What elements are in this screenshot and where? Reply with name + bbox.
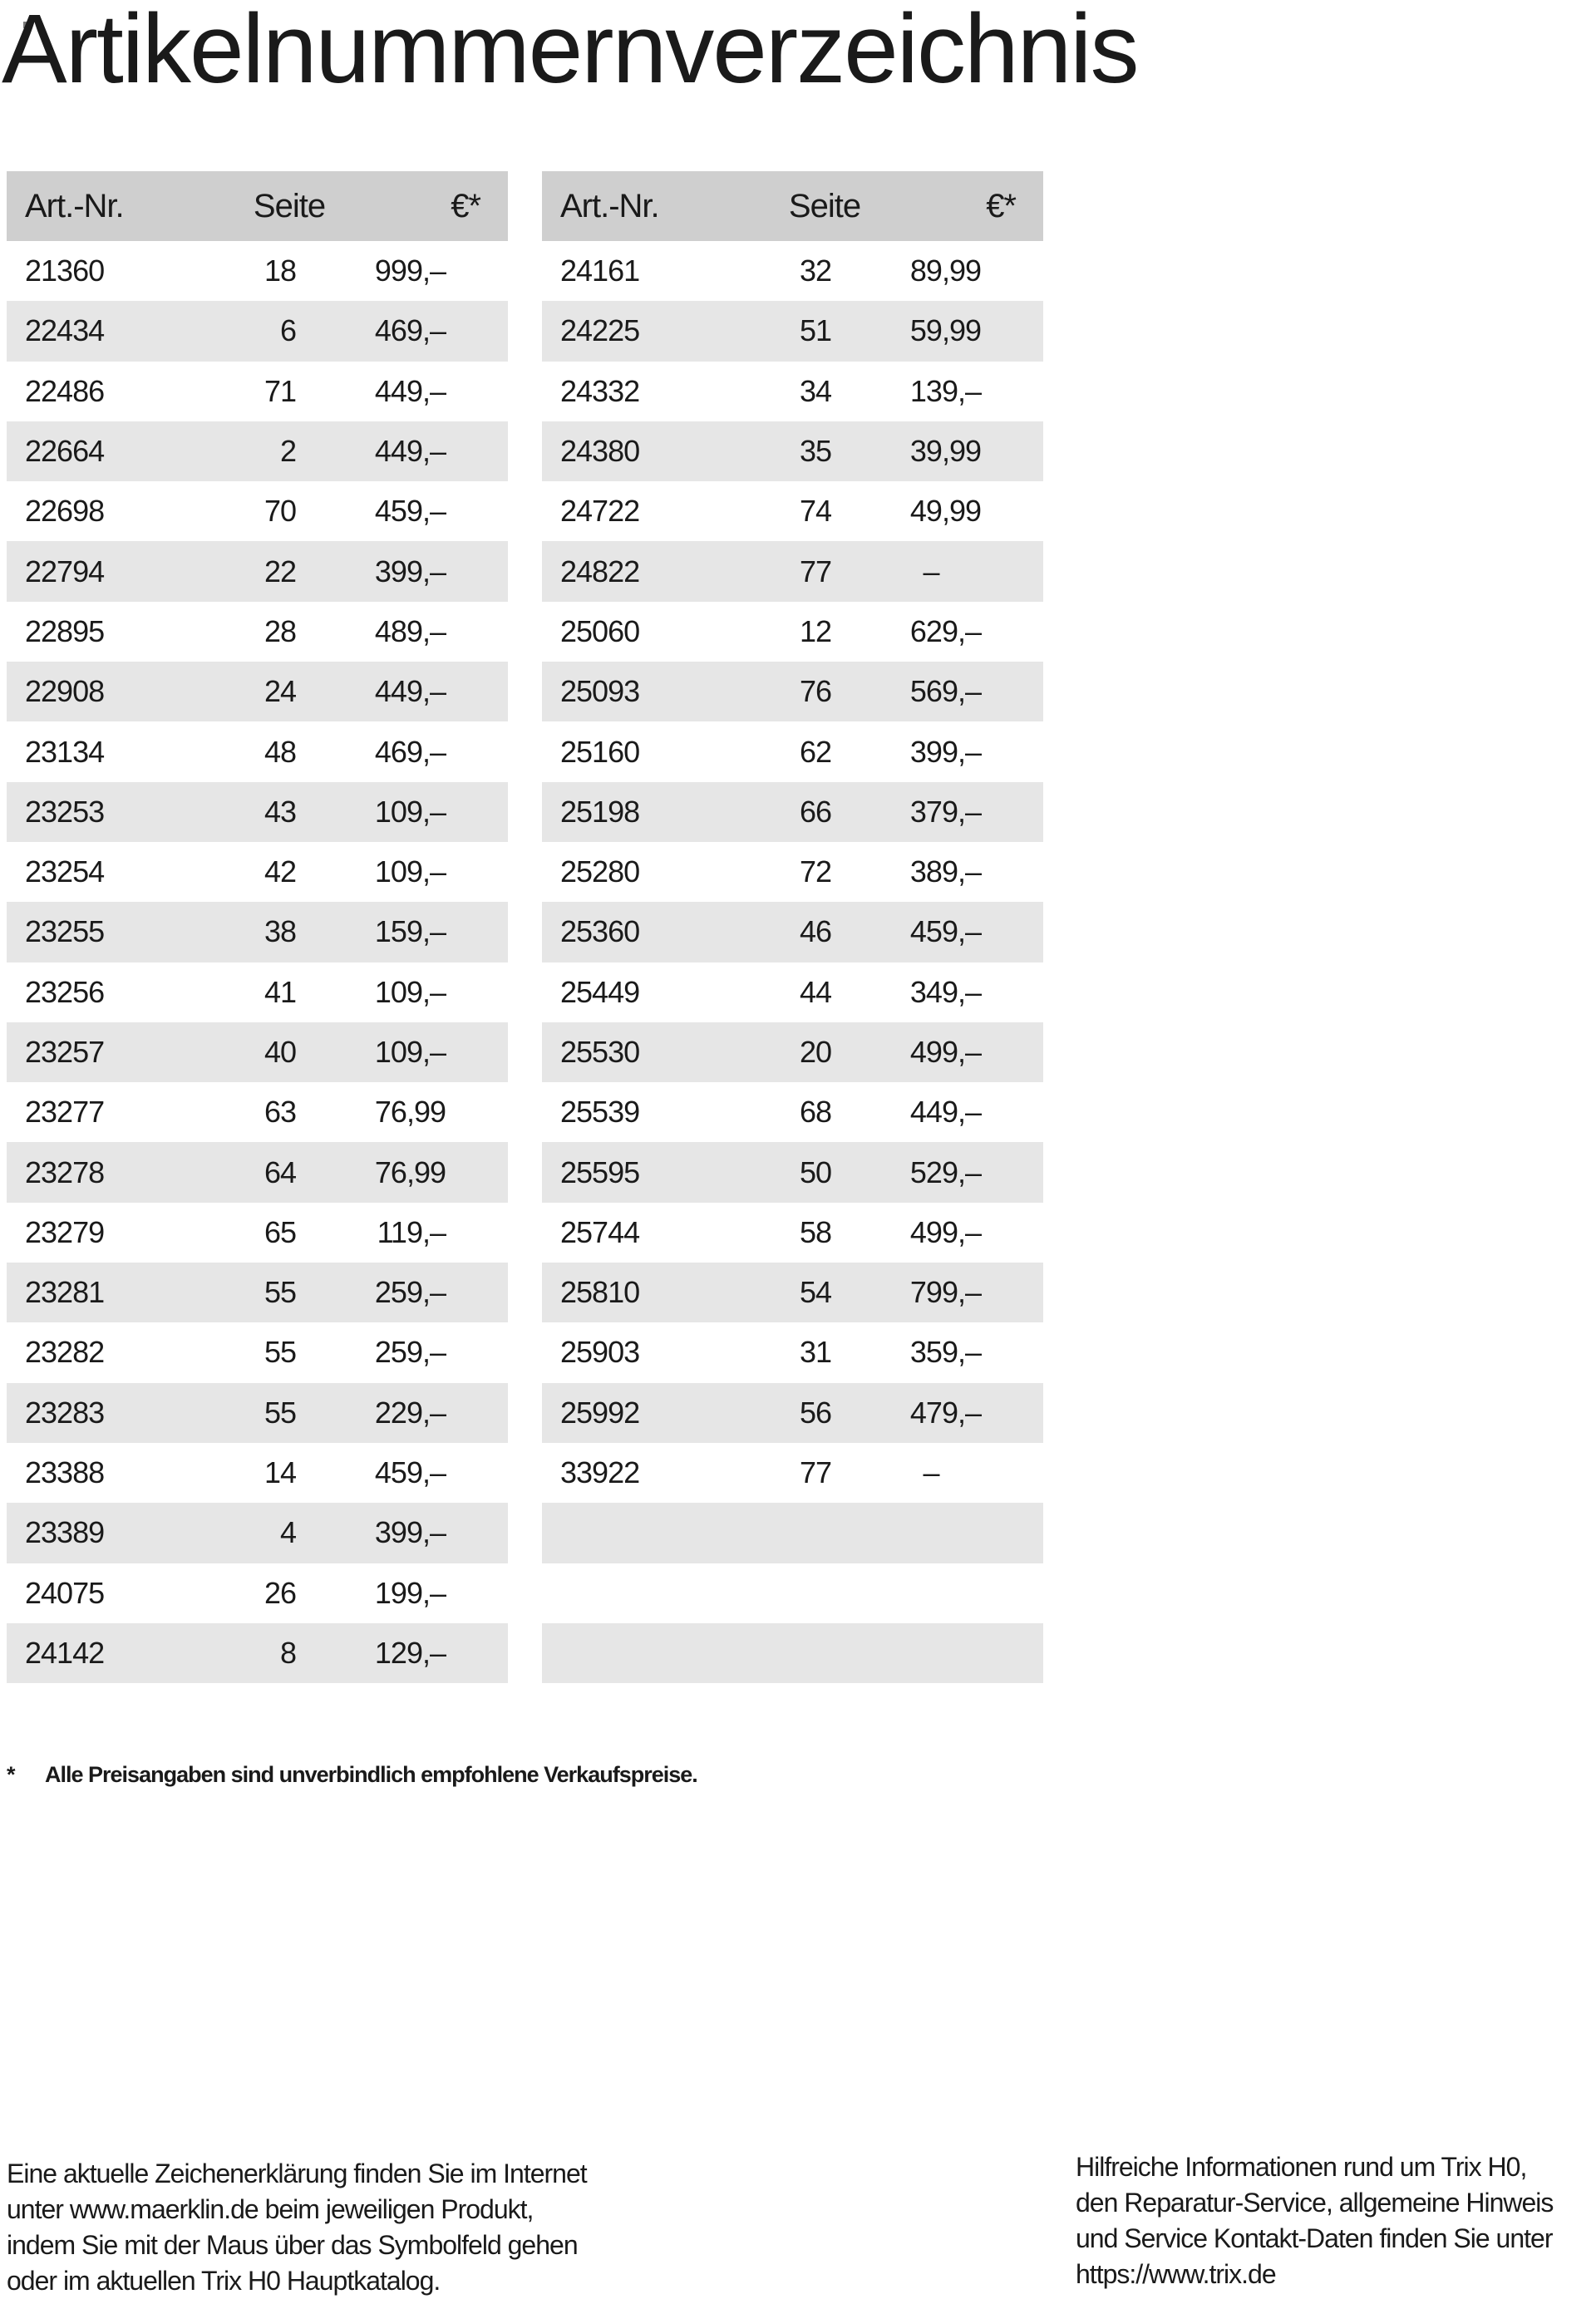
cell-preis: 799,– <box>909 1275 981 1310</box>
footnote-mark: * <box>7 1762 15 1787</box>
article-table-left <box>7 171 508 1683</box>
cell-art-nr: 24722 <box>560 494 640 529</box>
table-row <box>542 1203 1043 1263</box>
cell-seite: 20 <box>799 1035 831 1069</box>
cell-preis: 359,– <box>909 1335 981 1370</box>
cell-art-nr: 23257 <box>25 1035 105 1069</box>
cell-seite: 72 <box>799 854 831 889</box>
cell-art-nr: 25280 <box>560 854 640 889</box>
cell-seite: 42 <box>264 854 296 889</box>
table-row <box>542 1022 1043 1082</box>
cell-seite: 56 <box>799 1395 831 1430</box>
cell-preis: 349,– <box>909 974 981 1009</box>
info-line: den Reparatur-Service, allgemeine Hinweis <box>1076 2188 1554 2218</box>
cell-art-nr: 23134 <box>25 734 105 769</box>
cell-art-nr: 25539 <box>560 1095 640 1130</box>
cell-seite: 46 <box>799 914 831 949</box>
table-row <box>7 602 508 662</box>
cell-seite: 38 <box>264 914 296 949</box>
cell-art-nr: 25595 <box>560 1154 640 1189</box>
cell-seite: 12 <box>799 613 831 648</box>
cell-art-nr: 25992 <box>560 1395 640 1430</box>
cell-preis: – <box>923 1455 939 1490</box>
cell-art-nr: 25360 <box>560 914 640 949</box>
table-row <box>542 1322 1043 1382</box>
cell-art-nr: 25198 <box>560 794 640 829</box>
cell-preis: 389,– <box>909 854 981 889</box>
cell-seite: 48 <box>264 734 296 769</box>
table-row <box>7 301 508 361</box>
cell-preis: 449,– <box>374 674 446 709</box>
header-preis: €* <box>986 187 1016 224</box>
table-row <box>542 782 1043 842</box>
cell-preis: 76,99 <box>374 1154 446 1189</box>
cell-art-nr: 25160 <box>560 734 640 769</box>
table-row <box>542 481 1043 541</box>
table-row <box>7 782 508 842</box>
header-art-nr: Art.-Nr. <box>25 187 124 224</box>
cell-art-nr: 33922 <box>560 1455 640 1490</box>
cell-seite: 63 <box>264 1095 296 1130</box>
footnote <box>7 1762 697 1788</box>
cell-preis: 449,– <box>374 373 446 408</box>
cell-art-nr: 22794 <box>25 554 105 588</box>
table-row <box>542 362 1043 421</box>
cell-art-nr: 23256 <box>25 974 105 1009</box>
table-row <box>542 1443 1043 1503</box>
table-row <box>7 1203 508 1263</box>
cell-art-nr: 25060 <box>560 613 640 648</box>
cell-seite: 77 <box>799 554 831 588</box>
cell-preis: 529,– <box>909 1154 981 1189</box>
cell-preis: 39,99 <box>909 434 981 469</box>
cell-art-nr: 23281 <box>25 1275 105 1310</box>
cell-art-nr: 25093 <box>560 674 640 709</box>
cell-preis: 139,– <box>909 373 981 408</box>
cell-seite: 26 <box>264 1575 296 1610</box>
cell-seite: 8 <box>279 1635 296 1670</box>
info-line: Eine aktuelle Zeichenerklärung finden Sie im Internet <box>7 2159 587 2188</box>
table-row <box>542 1082 1043 1142</box>
cell-seite: 40 <box>264 1035 296 1069</box>
cell-preis: 449,– <box>909 1095 981 1130</box>
cell-preis: 449,– <box>374 434 446 469</box>
cell-preis: 109,– <box>374 1035 446 1069</box>
cell-seite: 55 <box>264 1395 296 1430</box>
table-row <box>7 1623 508 1683</box>
cell-seite: 70 <box>264 494 296 529</box>
cell-art-nr: 23279 <box>25 1214 105 1249</box>
cell-seite: 31 <box>799 1335 831 1370</box>
table-row <box>7 541 508 601</box>
cell-preis: 199,– <box>374 1575 446 1610</box>
cell-seite: 32 <box>799 254 831 288</box>
cell-seite: 65 <box>264 1214 296 1249</box>
table-row <box>7 962 508 1022</box>
cell-seite: 76 <box>799 674 831 709</box>
cell-art-nr: 22698 <box>25 494 105 529</box>
cell-art-nr: 23253 <box>25 794 105 829</box>
table-row <box>7 481 508 541</box>
table-row <box>542 301 1043 361</box>
cell-preis: 569,– <box>909 674 981 709</box>
table-row <box>542 241 1043 301</box>
cell-art-nr: 22664 <box>25 434 105 469</box>
cell-seite: 64 <box>264 1154 296 1189</box>
cell-seite: 50 <box>799 1154 831 1189</box>
cell-seite: 51 <box>799 313 831 348</box>
table-row <box>542 1563 1043 1623</box>
cell-seite: 55 <box>264 1335 296 1370</box>
table-row <box>7 1322 508 1382</box>
info-line: oder im aktuellen Trix H0 Hauptkatalog. <box>7 2266 441 2296</box>
info-block-left <box>7 2156 587 2299</box>
cell-preis: 89,99 <box>909 254 981 288</box>
cell-art-nr: 25449 <box>560 974 640 1009</box>
cell-art-nr: 22895 <box>25 613 105 648</box>
cell-art-nr: 23388 <box>25 1455 105 1490</box>
table-row <box>7 1503 508 1563</box>
cell-seite: 2 <box>279 434 296 469</box>
table-row <box>7 362 508 421</box>
cell-art-nr: 23254 <box>25 854 105 889</box>
table-row <box>542 1263 1043 1322</box>
table-row <box>7 842 508 902</box>
cell-art-nr: 24075 <box>25 1575 105 1610</box>
info-line: und Service Kontakt-Daten finden Sie unter <box>1076 2223 1553 2253</box>
cell-art-nr: 22434 <box>25 313 105 348</box>
cell-art-nr: 25530 <box>560 1035 640 1069</box>
table-body <box>542 241 1043 1683</box>
cell-preis: 49,99 <box>909 494 981 529</box>
cell-art-nr: 22908 <box>25 674 105 709</box>
table-row <box>7 1142 508 1202</box>
cell-art-nr: 24161 <box>560 254 640 288</box>
cell-preis: – <box>923 554 939 588</box>
header-seite: Seite <box>788 187 861 224</box>
cell-preis: 59,99 <box>909 313 981 348</box>
cell-preis: 109,– <box>374 854 446 889</box>
cell-seite: 34 <box>799 373 831 408</box>
cell-seite: 68 <box>799 1095 831 1130</box>
table-row <box>542 1383 1043 1443</box>
cell-preis: 629,– <box>909 613 981 648</box>
cell-preis: 159,– <box>374 914 446 949</box>
cell-art-nr: 23282 <box>25 1335 105 1370</box>
header-preis: €* <box>451 187 480 224</box>
cell-seite: 4 <box>279 1515 296 1550</box>
table-row <box>542 602 1043 662</box>
table-row <box>542 1623 1043 1683</box>
cell-preis: 379,– <box>909 794 981 829</box>
cell-art-nr: 23255 <box>25 914 105 949</box>
table-row <box>542 421 1043 481</box>
info-line: Hilfreiche Informationen rund um Trix H0, <box>1076 2152 1527 2182</box>
info-block-right <box>1076 2149 1591 2292</box>
article-table-right <box>542 171 1043 1683</box>
cell-preis: 129,– <box>374 1635 446 1670</box>
cell-art-nr: 25744 <box>560 1214 640 1249</box>
cell-preis: 259,– <box>374 1335 446 1370</box>
cell-preis: 459,– <box>374 494 446 529</box>
table-row <box>7 1383 508 1443</box>
cell-preis: 259,– <box>374 1275 446 1310</box>
cell-seite: 24 <box>264 674 296 709</box>
cell-preis: 489,– <box>374 613 446 648</box>
cell-seite: 41 <box>264 974 296 1009</box>
table-body <box>7 241 508 1683</box>
cell-preis: 479,– <box>909 1395 981 1430</box>
cell-preis: 469,– <box>374 313 446 348</box>
table-row <box>542 662 1043 721</box>
table-row <box>542 541 1043 601</box>
cell-seite: 6 <box>279 313 296 348</box>
table-row <box>542 721 1043 781</box>
cell-seite: 77 <box>799 1455 831 1490</box>
header-seite: Seite <box>253 187 326 224</box>
cell-preis: 469,– <box>374 734 446 769</box>
cell-preis: 76,99 <box>374 1095 446 1130</box>
cell-seite: 43 <box>264 794 296 829</box>
cell-seite: 58 <box>799 1214 831 1249</box>
table-row <box>542 1142 1043 1202</box>
table-row <box>7 241 508 301</box>
header-art-nr: Art.-Nr. <box>560 187 659 224</box>
cell-seite: 18 <box>264 254 296 288</box>
info-line: indem Sie mit der Maus über das Symbolfeld gehen <box>7 2230 578 2260</box>
cell-seite: 66 <box>799 794 831 829</box>
cell-art-nr: 24142 <box>25 1635 105 1670</box>
table-row <box>542 1503 1043 1563</box>
cell-preis: 399,– <box>374 1515 446 1550</box>
cell-seite: 28 <box>264 613 296 648</box>
cell-seite: 35 <box>799 434 831 469</box>
cell-preis: 499,– <box>909 1214 981 1249</box>
table-header <box>7 171 508 241</box>
cell-preis: 109,– <box>374 794 446 829</box>
cell-seite: 44 <box>799 974 831 1009</box>
table-row <box>7 421 508 481</box>
cell-preis: 229,– <box>374 1395 446 1430</box>
cell-preis: 119,– <box>377 1214 446 1249</box>
table-row <box>542 962 1043 1022</box>
cell-seite: 54 <box>799 1275 831 1310</box>
cell-art-nr: 24380 <box>560 434 640 469</box>
cell-art-nr: 24332 <box>560 373 640 408</box>
cell-art-nr: 25903 <box>560 1335 640 1370</box>
cell-art-nr: 23389 <box>25 1515 105 1550</box>
cell-preis: 109,– <box>374 974 446 1009</box>
cell-preis: 499,– <box>909 1035 981 1069</box>
table-row <box>7 1263 508 1322</box>
footnote-text: Alle Preisangaben sind unverbindlich empfohlene Verkaufspreise. <box>45 1762 697 1787</box>
cell-preis: 399,– <box>909 734 981 769</box>
table-row <box>542 902 1043 962</box>
cell-art-nr: 24822 <box>560 554 640 588</box>
table-header <box>542 171 1043 241</box>
table-row <box>7 1443 508 1503</box>
table-row <box>7 902 508 962</box>
cell-preis: 399,– <box>374 554 446 588</box>
cell-seite: 71 <box>264 373 296 408</box>
page-title: Artikelnummernverzeichnis <box>2 0 1138 104</box>
cell-art-nr: 21360 <box>25 254 105 288</box>
info-line: https://www.trix.de <box>1076 2259 1276 2289</box>
cell-seite: 22 <box>264 554 296 588</box>
cell-art-nr: 23283 <box>25 1395 105 1430</box>
cell-art-nr: 22486 <box>25 373 105 408</box>
table-row <box>7 662 508 721</box>
table-row <box>7 1082 508 1142</box>
table-row <box>7 1022 508 1082</box>
info-line: unter www.maerklin.de beim jeweiligen Produkt, <box>7 2194 534 2224</box>
cell-seite: 62 <box>799 734 831 769</box>
cell-seite: 55 <box>264 1275 296 1310</box>
cell-preis: 999,– <box>374 254 446 288</box>
cell-seite: 14 <box>264 1455 296 1490</box>
table-row <box>7 1563 508 1623</box>
cell-seite: 74 <box>799 494 831 529</box>
cell-preis: 459,– <box>909 914 981 949</box>
table-row <box>542 842 1043 902</box>
cell-art-nr: 24225 <box>560 313 640 348</box>
cell-art-nr: 23277 <box>25 1095 105 1130</box>
cell-art-nr: 23278 <box>25 1154 105 1189</box>
cell-preis: 459,– <box>374 1455 446 1490</box>
cell-art-nr: 25810 <box>560 1275 640 1310</box>
table-row <box>7 721 508 781</box>
